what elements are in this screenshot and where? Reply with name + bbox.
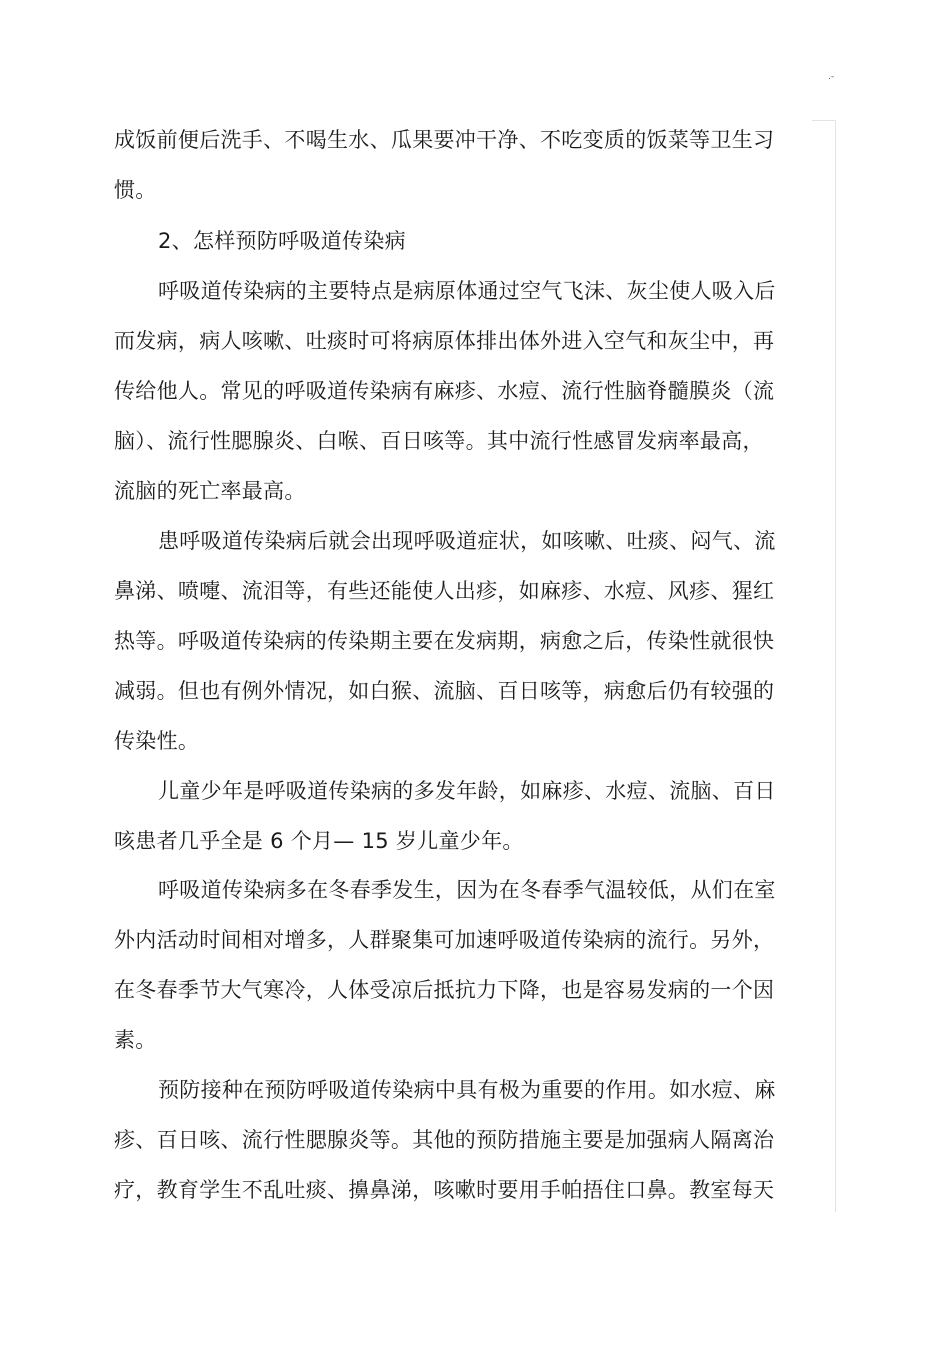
text-line: 素。 — [114, 1028, 157, 1052]
text-line: 外内活动时间相对增多，人群聚集可加速呼吸道传染病的流行。另外， — [114, 928, 775, 952]
text-line: 热等。呼吸道传染病的传染期主要在发病期，病愈之后，传染性就很快 — [114, 629, 775, 653]
paragraph-start: 呼吸道传染病多在冬春季发生，因为在冬春季气温较低，从们在室 — [158, 878, 776, 902]
section-heading: 2、怎样预防呼吸道传染病 — [158, 229, 406, 253]
text-line: 传给他人。常见的呼吸道传染病有麻疹、水痘、流行性脑脊髓膜炎（流 — [114, 379, 775, 403]
text-line: 咳患者几乎全是 6 个月— 15 岁儿童少年。 — [114, 829, 524, 853]
paragraph-start: 呼吸道传染病的主要特点是病原体通过空气飞沫、灰尘使人吸入后 — [158, 279, 776, 303]
paragraph-start: 预防接种在预防呼吸道传染病中具有极为重要的作用。如水痘、麻 — [158, 1078, 776, 1102]
text-line: 在冬春季节大气寒冷，人体受凉后抵抗力下降，也是容易发病的一个因 — [114, 978, 775, 1002]
text-line: 疹、百日咳、流行性腮腺炎等。其他的预防措施主要是加强病人隔离治 — [114, 1128, 775, 1152]
text-line: 流脑的死亡率最高。 — [114, 479, 306, 503]
corner-mark: .- — [828, 72, 835, 82]
page-frame-right-border — [835, 120, 836, 1212]
text-line: 脑）、流行性腮腺炎、白喉、百日咳等。其中流行性感冒发病率最高， — [114, 429, 764, 453]
paragraph-start: 儿童少年是呼吸道传染病的多发年龄，如麻疹、水痘、流脑、百日 — [158, 779, 776, 803]
text-line: 传染性。 — [114, 729, 200, 753]
text-line: 鼻涕、喷嚏、流泪等，有些还能使人出疹，如麻疹、水痘、风疹、猩红 — [114, 579, 775, 603]
text-line: 而发病，病人咳嗽、吐痰时可将病原体排出体外进入空气和灰尘中，再 — [114, 329, 775, 353]
text-line: 减弱。但也有例外情况，如白猴、流脑、百日咳等，病愈后仍有较强的 — [114, 679, 775, 703]
text-line: 疗，教育学生不乱吐痰、擤鼻涕，咳嗽时要用手帕捂住口鼻。教室每天 — [114, 1178, 775, 1202]
page-frame-top-border — [812, 120, 836, 121]
paragraph-start: 患呼吸道传染病后就会出现呼吸道症状，如咳嗽、吐痰、闷气、流 — [158, 529, 776, 553]
text-line: 惯。 — [114, 178, 157, 202]
text-line: 成饭前便后洗手、不喝生水、瓜果要冲干净、不吃变质的饭菜等卫生习 — [114, 128, 775, 152]
